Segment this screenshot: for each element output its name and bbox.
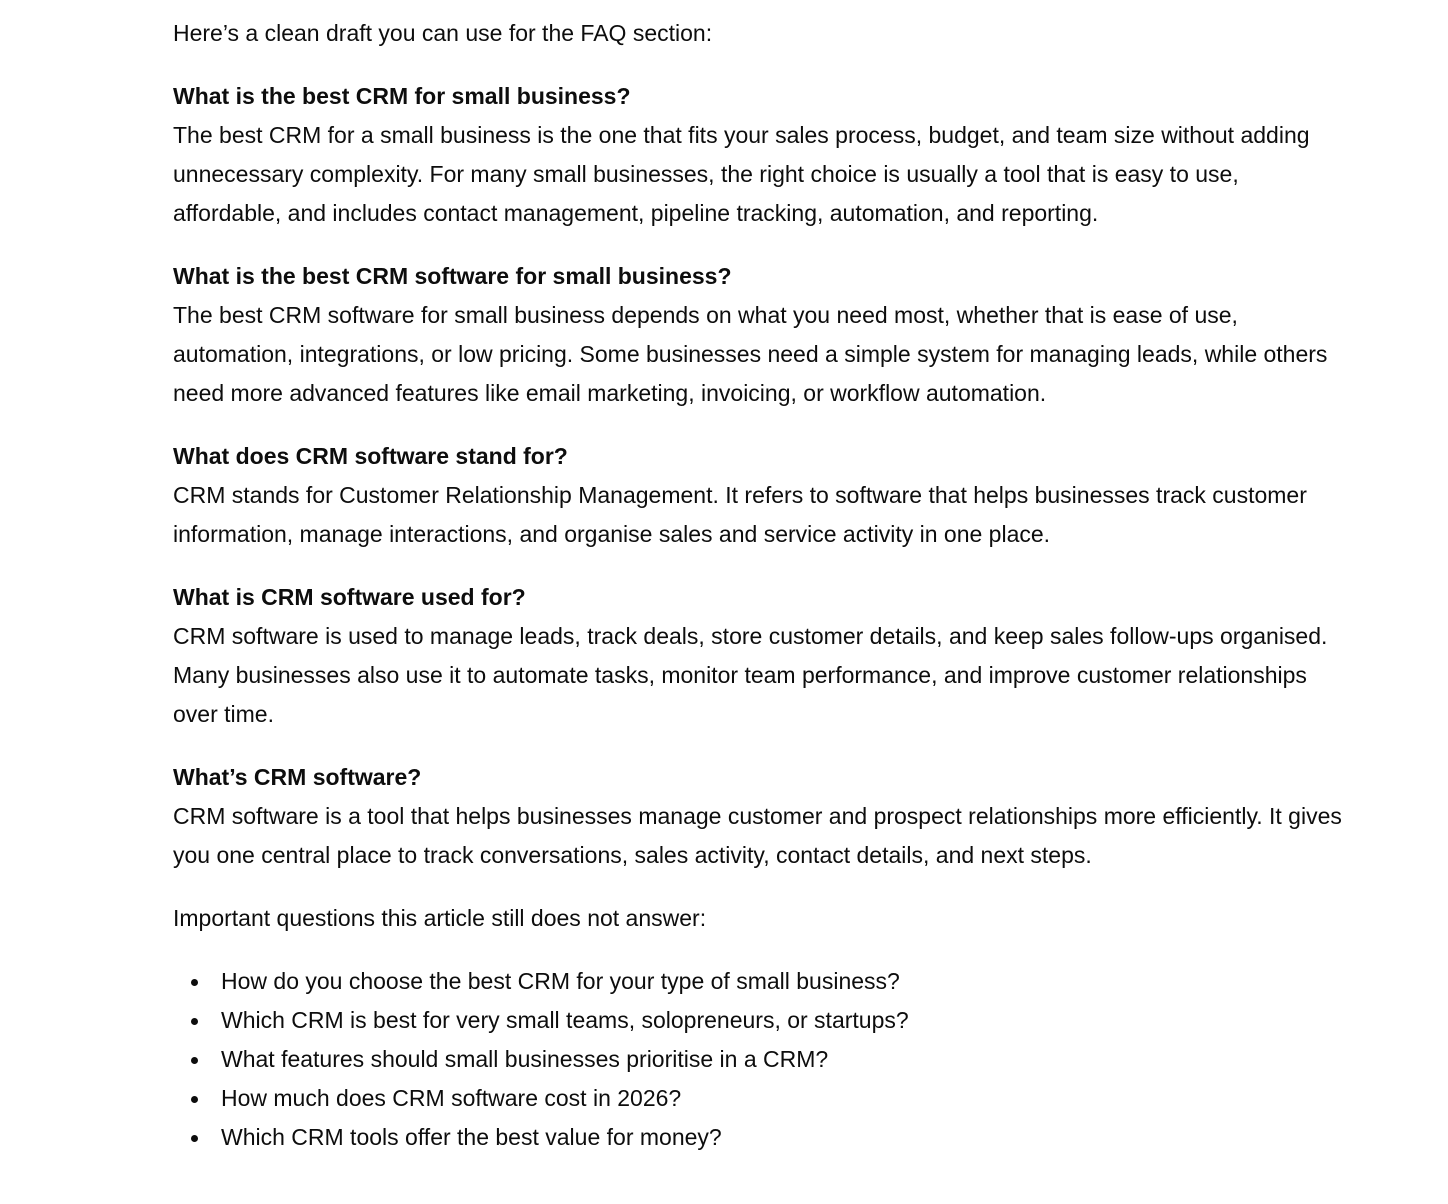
faq-question: What’s CRM software? xyxy=(173,764,422,790)
bullet-icon xyxy=(191,979,198,986)
bullet-icon xyxy=(191,1135,198,1142)
bullet-icon xyxy=(191,1057,198,1064)
faq-item xyxy=(173,437,1348,554)
list-item xyxy=(173,1040,1348,1079)
list-item xyxy=(173,1079,1348,1118)
faq-answer: CRM software is a tool that helps businesses manage customer and prospect relationships more efficiently. It gives you one central place to track conversations, sales activity, contact details, and next steps. xyxy=(173,803,1342,868)
list-item-text: What features should small businesses prioritise in a CRM? xyxy=(221,1046,829,1072)
faq-item xyxy=(173,758,1348,875)
list-item-text: Which CRM tools offer the best value for money? xyxy=(221,1124,722,1150)
faq-question: What is the best CRM for small business? xyxy=(173,83,631,109)
list-item-text: How much does CRM software cost in 2026? xyxy=(221,1085,682,1111)
closing-text: Important questions this article still does not answer: xyxy=(173,905,707,931)
list-item xyxy=(173,962,1348,1001)
faq-item xyxy=(173,578,1348,734)
faq-answer: The best CRM for a small business is the one that fits your sales process, budget, and team size without adding unnecessary complexity. For many small businesses, the right choice is usually a tool that is easy to use, affordable, and includes contact management, pipeline tracking, automation, and reporting. xyxy=(173,122,1310,226)
list-item xyxy=(173,1001,1348,1040)
faq-item xyxy=(173,77,1348,233)
faq-answer: CRM software is used to manage leads, track deals, store customer details, and keep sales follow-ups organised. Many businesses also use it to automate tasks, monitor team performance, and improve customer relationships over time. xyxy=(173,623,1328,727)
list-item xyxy=(173,1118,1348,1157)
message-content xyxy=(173,14,1348,1157)
faq-item xyxy=(173,257,1348,413)
list-item-text: How do you choose the best CRM for your type of small business? xyxy=(221,968,900,994)
open-questions-list xyxy=(173,962,1348,1157)
intro-text: Here’s a clean draft you can use for the FAQ section: xyxy=(173,20,713,46)
faq-question: What is CRM software used for? xyxy=(173,584,526,610)
faq-question: What is the best CRM software for small business? xyxy=(173,263,732,289)
bullet-icon xyxy=(191,1018,198,1025)
faq-answer: CRM stands for Customer Relationship Management. It refers to software that helps businesses track customer information, manage interactions, and organise sales and service activity in one place. xyxy=(173,482,1307,547)
bullet-icon xyxy=(191,1096,198,1103)
list-item-text: Which CRM is best for very small teams, solopreneurs, or startups? xyxy=(221,1007,909,1033)
faq-question: What does CRM software stand for? xyxy=(173,443,568,469)
faq-answer: The best CRM software for small business depends on what you need most, whether that is ease of use, automation, integrations, or low pricing. Some businesses need a simple system for managing leads, while others need more advanced features like email marketing, invoicing, or workflow automation. xyxy=(173,302,1328,406)
